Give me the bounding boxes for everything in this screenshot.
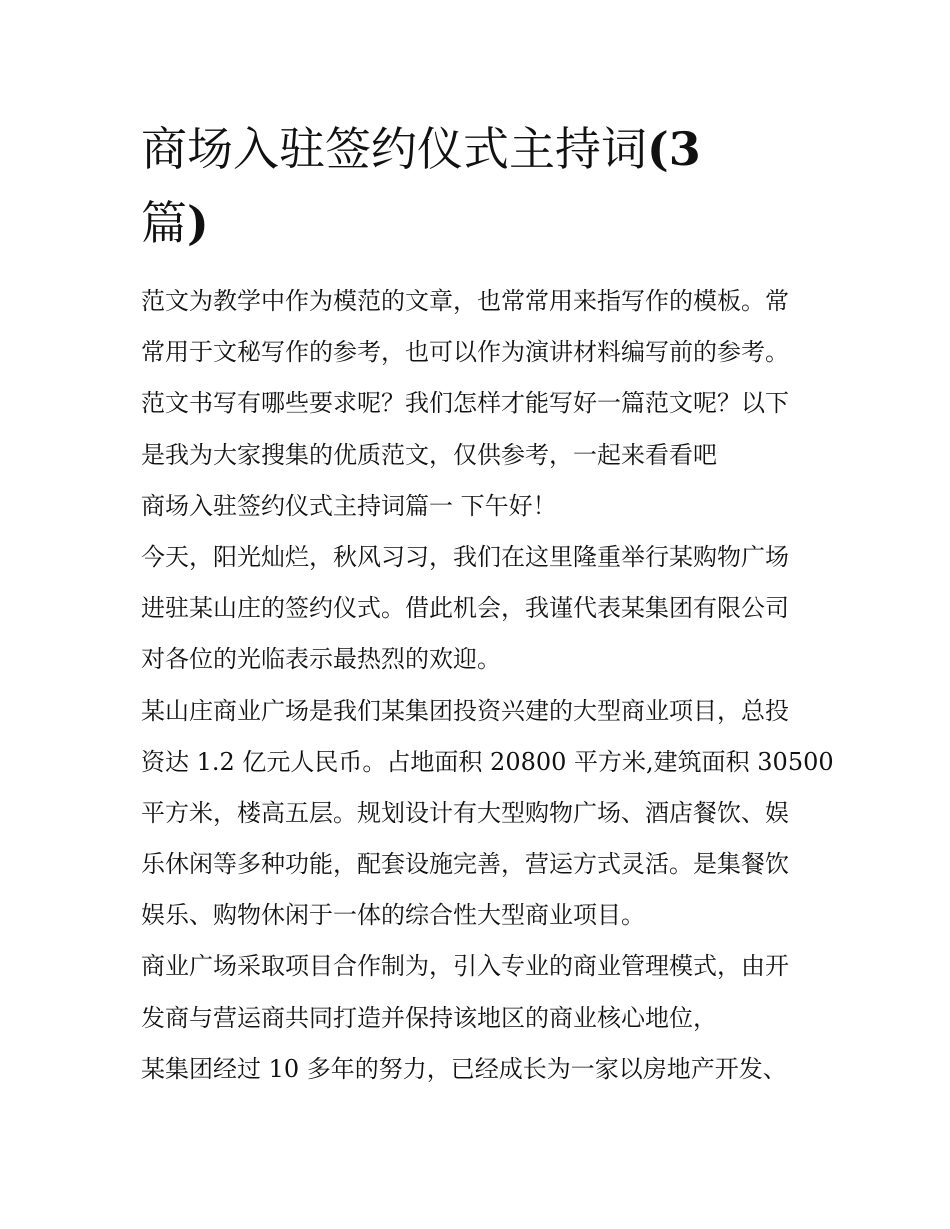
- body-line: 是我为大家搜集的优质范文，仅供参考，一起来看看吧: [141, 440, 717, 469]
- title-line-1: [141, 112, 781, 186]
- body-line: 平方米，楼高五层。规划设计有大型购物广场、酒店餐饮、娱: [141, 798, 789, 827]
- title-count-close: ): [187, 196, 209, 250]
- body-line: 进驻某山庄的签约仪式。借此机会，我谨代表某集团有限公司: [141, 594, 789, 623]
- body-line: 范文为教学中作为模范的文章，也常常用来指写作的模板。常: [141, 287, 789, 315]
- document-title: [141, 112, 781, 260]
- body-line: 某山庄商业广场是我们某集团投资兴建的大型商业项目，总投: [141, 696, 789, 725]
- body-line: 对各位的光临表示最热烈的欢迎。: [141, 645, 501, 674]
- title-count-open: (3: [647, 122, 701, 176]
- title-unit: 篇: [141, 196, 187, 250]
- title-line-2: [141, 186, 781, 260]
- title-text: 商场入驻签约仪式主持词: [141, 122, 647, 176]
- body-line: 资达 1.2 亿元人民币。占地面积 20800 平方米,建筑面积 30500: [141, 747, 834, 776]
- body-line: 发商与营运商共同打造并保持该地区的商业核心地位，: [141, 1003, 717, 1032]
- body-line: 娱乐、购物休闲于一体的综合性大型商业项目。: [141, 901, 645, 930]
- body-line: 商场入驻签约仪式主持词篇一 下午好！: [141, 491, 557, 520]
- body-line: 商业广场采取项目合作制为，引入专业的商业管理模式，由开: [141, 952, 789, 981]
- document-body: [141, 276, 834, 1095]
- body-line: 某集团经过 10 多年的努力，已经成长为一家以房地产开发、: [141, 1054, 787, 1083]
- body-line: 乐休闲等多种功能，配套设施完善，营运方式灵活。是集餐饮: [141, 850, 789, 879]
- body-line: 今天，阳光灿烂，秋风习习，我们在这里隆重举行某购物广场: [141, 542, 789, 571]
- body-line: 范文书写有哪些要求呢？我们怎样才能写好一篇范文呢？以下: [141, 389, 789, 418]
- body-line: 常用于文秘写作的参考，也可以作为演讲材料编写前的参考。: [141, 338, 789, 367]
